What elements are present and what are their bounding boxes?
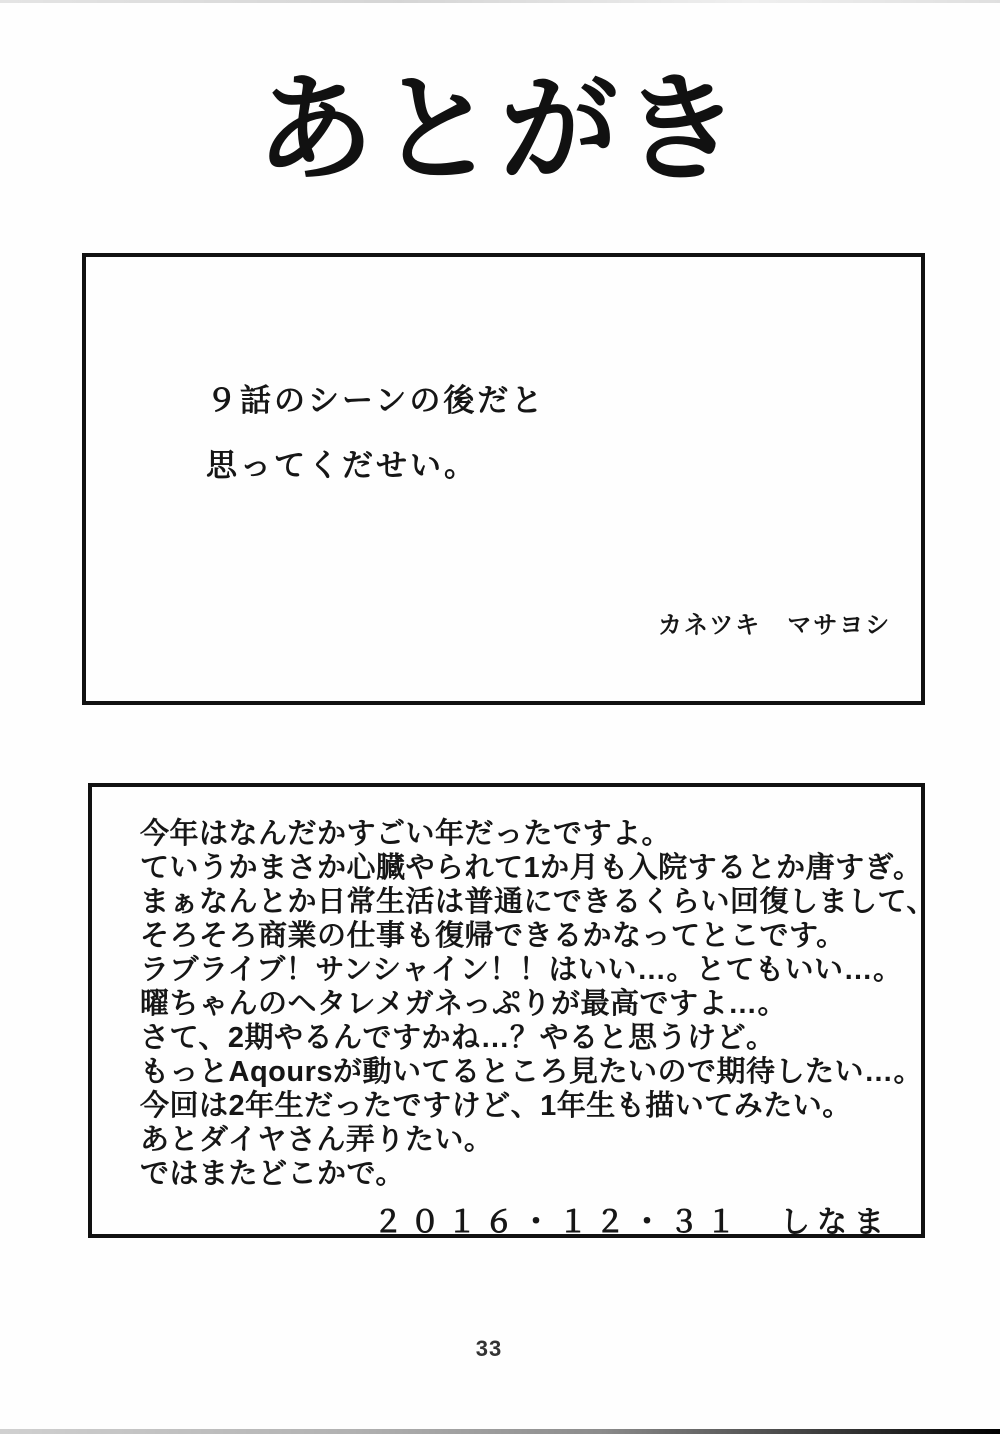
afterword-box xyxy=(88,783,936,1239)
note-line: 思ってくだせい。 xyxy=(206,448,478,483)
page-number: 33 xyxy=(475,1336,503,1361)
afterword-line: まぁなんとか日常生活は普通にできるくらい回復しまして、 xyxy=(140,886,936,918)
page-title: あとがき xyxy=(255,59,744,198)
afterword-line: さて、2期やるんですかね…？やると思うけど。 xyxy=(140,1022,776,1054)
afterword-line: あとダイヤさん弄りたい。 xyxy=(140,1124,494,1156)
afterword-line: もっとAqoursが動いてるところ見たいので期待したい…。 xyxy=(140,1056,924,1088)
afterword-line: 今回は2年生だったですけど、1年生も描いてみたい。 xyxy=(140,1090,852,1122)
afterword-line: 今年はなんだかすごい年だったですよ。 xyxy=(140,818,672,850)
afterword-line: ていうかまさか心臓やられて1か月も入院するとか唐すぎ。 xyxy=(140,852,923,884)
afterword-line: ラブライブ！サンシャイン！！はいい…。とてもいい…。 xyxy=(140,954,903,986)
note-line: ９話のシーンの後だと xyxy=(206,383,546,418)
afterword-line: ではまたどこかで。 xyxy=(140,1158,405,1190)
scan-artifact-bottom xyxy=(0,1429,1000,1434)
scan-artifact-top xyxy=(0,0,1000,3)
note-box xyxy=(82,253,925,705)
afterword-line: そろそろ商業の仕事も復帰できるかなってとこです。 xyxy=(140,920,846,952)
author-signature: カネツキ マサヨシ xyxy=(658,612,892,639)
afterword-line: 曜ちゃんのヘタレメガネっぷりが最高ですよ…。 xyxy=(140,988,787,1020)
date-signature: ２０１６・１２・３１ しなま xyxy=(373,1206,891,1239)
